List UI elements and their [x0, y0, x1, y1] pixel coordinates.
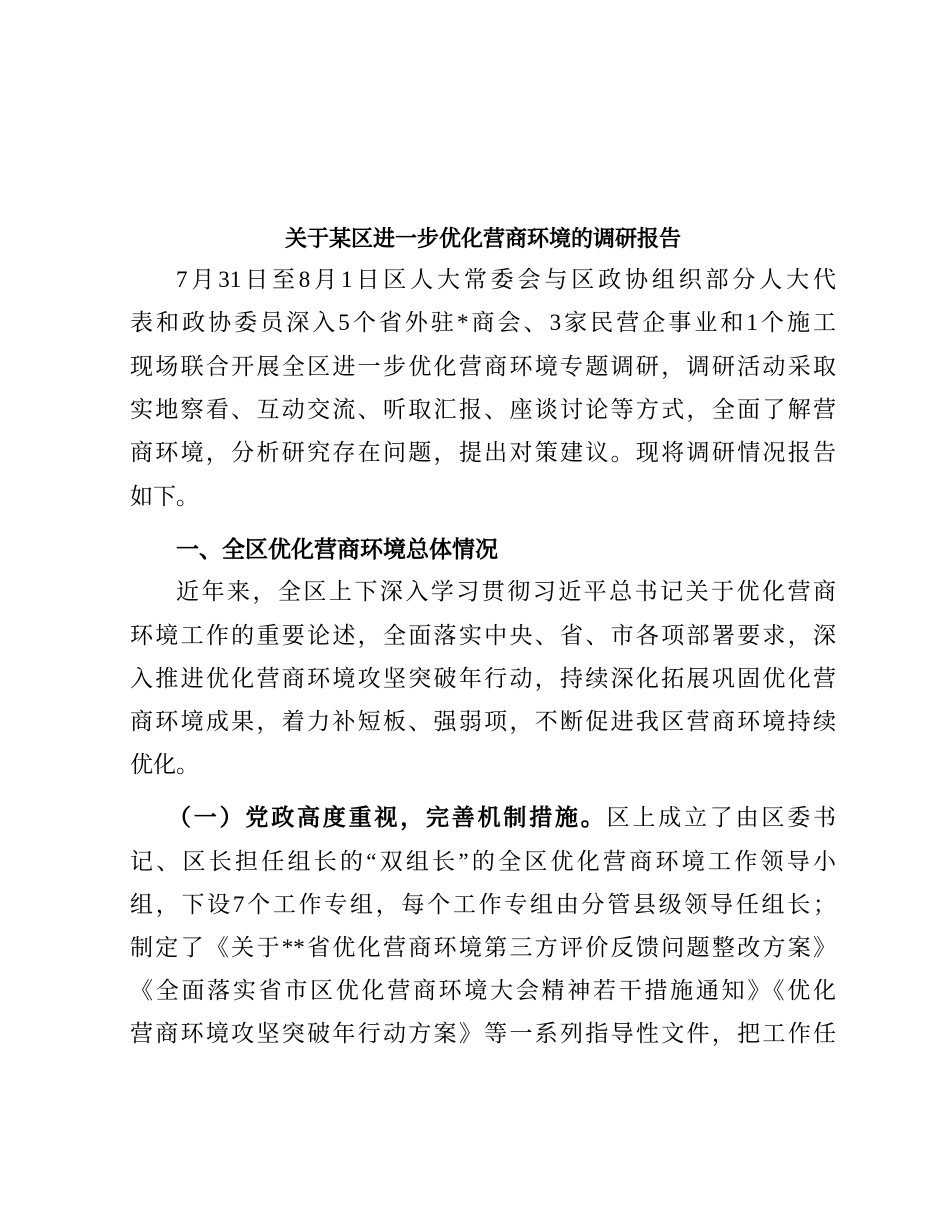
paragraph-line: 入推进优化营商环境攻坚突破年行动，持续深化拓展巩固优化营 [130, 666, 836, 691]
paragraph-line: 记、区长担任组长的“双组长”的全区优化营商环境工作领导小 [130, 849, 836, 874]
paragraph-line: 环境工作的重要论述，全面落实中央、省、市各项部署要求，深 [130, 623, 836, 648]
section-heading: 一、全区优化营商环境总体情况 [176, 536, 498, 562]
paragraph-line: 组，下设7个工作专组，每个工作专组由分管县级领导任组长； [130, 892, 836, 917]
paragraph-line: 近年来，全区上下深入学习贯彻习近平总书记关于优化营商 [176, 579, 836, 604]
paragraph-line: 商环境成果，着力补短板、强弱项，不断促进我区营商环境持续 [130, 709, 836, 734]
paragraph-line: 营商环境攻坚突破年行动方案》等一系列指导性文件，把工作任 [130, 1021, 836, 1046]
paragraph-line: 优化。 [130, 752, 199, 777]
paragraph-line: 如下。 [130, 484, 199, 509]
document-title: 关于某区进一步优化营商环境的调研报告 [284, 226, 681, 251]
paragraph-text: 区上成立了由区委书 [606, 805, 837, 830]
subsection-heading: （一）党政高度重视，完善机制措施。 [168, 805, 607, 830]
paragraph-line: 7月31日至8月1日区人大常委会与区政协组织部分人大代 [176, 267, 836, 292]
paragraph-line: 商环境，分析研究存在问题，提出对策建议。现将调研情况报告 [130, 440, 836, 465]
paragraph-line: 表和政协委员深入5个省外驻*商会、3家民营企事业和1个施工 [130, 310, 836, 335]
paragraph-line: 《全面落实省市区优化营商环境大会精神若干措施通知》《优化 [130, 978, 836, 1003]
paragraph-line: 实地察看、互动交流、听取汇报、座谈讨论等方式，全面了解营 [130, 397, 836, 422]
subsection-first-line [168, 803, 836, 833]
paragraph-line: 制定了《关于**省优化营商环境第三方评价反馈问题整改方案》 [130, 935, 836, 960]
paragraph-line: 现场联合开展全区进一步优化营商环境专题调研，调研活动采取 [130, 354, 836, 379]
